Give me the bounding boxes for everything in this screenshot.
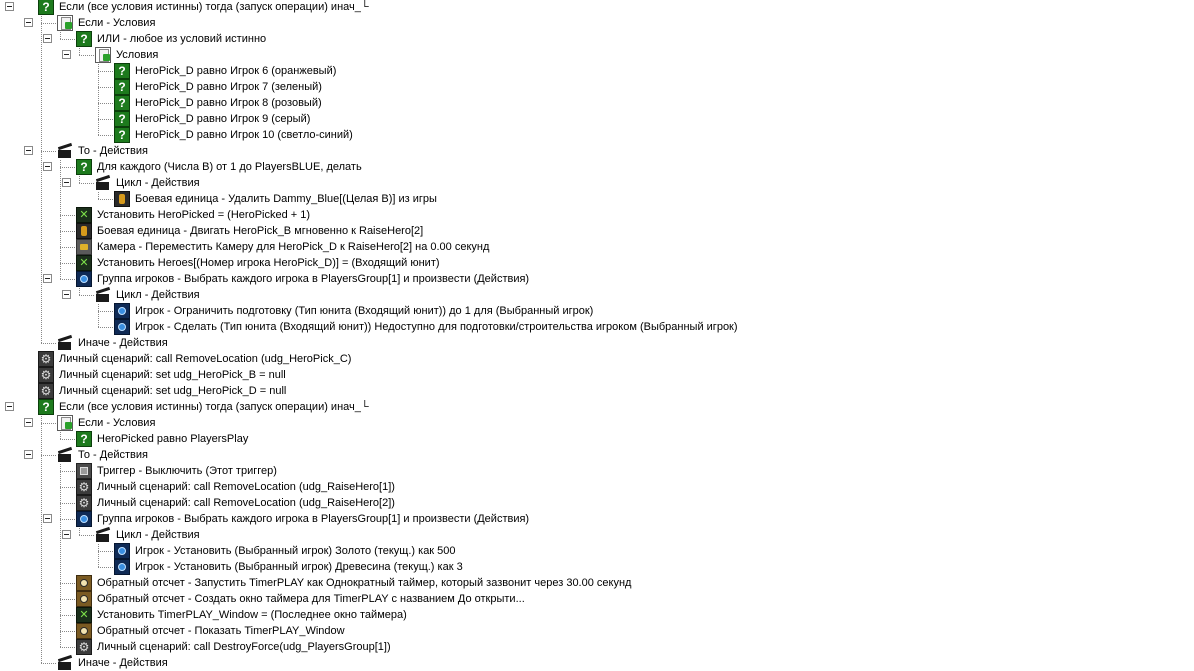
tree-row[interactable] <box>0 607 1194 623</box>
variable-icon <box>76 207 92 223</box>
script-icon <box>38 367 54 383</box>
tree-row[interactable] <box>0 431 1194 447</box>
timer-icon <box>76 575 92 591</box>
unit-icon <box>114 191 130 207</box>
tree-row[interactable] <box>0 351 1194 367</box>
tree-row[interactable] <box>0 383 1194 399</box>
tree-row[interactable] <box>0 527 1194 543</box>
tree-row[interactable] <box>0 191 1194 207</box>
tree-row-label: Группа игроков - Выбрать каждого игрока в PlayersGroup[1] и произвести (Действия) <box>97 513 530 525</box>
tree-row[interactable] <box>0 95 1194 111</box>
tree-row[interactable] <box>0 303 1194 319</box>
clapper-icon <box>57 447 73 463</box>
tree-row-label: Игрок - Ограничить подготовку (Тип юнита (Входящий юнит)) до 1 для (Выбранный игрок) <box>135 305 594 317</box>
collapse-toggle[interactable] <box>43 162 52 171</box>
tree-row-label: Иначе - Действия <box>78 337 168 349</box>
player-icon <box>114 559 130 575</box>
tree-row[interactable] <box>0 239 1194 255</box>
clapper-icon <box>95 175 111 191</box>
condition-icon <box>114 127 130 143</box>
tree-row[interactable] <box>0 15 1194 31</box>
tree-row[interactable] <box>0 319 1194 335</box>
tree-row-label: Обратный отсчет - Запустить TimerPLAY как Однократный таймер, который зазвонит через 30.00 секунд <box>97 577 632 589</box>
tree-row[interactable] <box>0 479 1194 495</box>
player-icon <box>114 303 130 319</box>
collapse-toggle[interactable] <box>43 514 52 523</box>
tree-row[interactable] <box>0 207 1194 223</box>
tree-row-label: Камера - Переместить Камеру для HeroPick_D к RaiseHero[2] на 0.00 секунд <box>97 241 490 253</box>
condition-group-icon <box>95 47 111 63</box>
condition-group-icon <box>57 15 73 31</box>
condition-icon <box>38 0 54 15</box>
tree-row[interactable] <box>0 143 1194 159</box>
tree-row-label: Если (все условия истинны) тогда (запуск операции) инач_└ <box>59 401 369 413</box>
tree-row[interactable] <box>0 335 1194 351</box>
tree-row-label: Иначе - Действия <box>78 657 168 669</box>
collapse-toggle[interactable] <box>24 450 33 459</box>
tree-row-label: HeroPicked равно PlayersPlay <box>97 433 249 445</box>
tree-row-label: Личный сценарий: set udg_HeroPick_D = null <box>59 385 287 397</box>
tree-row-label: HeroPick_D равно Игрок 7 (зеленый) <box>135 81 322 93</box>
tree-row-label: HeroPick_D равно Игрок 10 (светло-синий) <box>135 129 353 141</box>
script-icon <box>76 479 92 495</box>
script-icon <box>38 351 54 367</box>
tree-row[interactable] <box>0 623 1194 639</box>
tree-row[interactable] <box>0 159 1194 175</box>
unit-icon <box>76 223 92 239</box>
tree-row-label: Условия <box>116 49 159 61</box>
tree-row[interactable] <box>0 367 1194 383</box>
tree-row-label: Боевая единица - Удалить Dammy_Blue[(Целая B)] из игры <box>135 193 437 205</box>
tree-row-label: Личный сценарий: call RemoveLocation (udg_RaiseHero[2]) <box>97 497 395 509</box>
condition-icon <box>114 79 130 95</box>
collapse-toggle[interactable] <box>24 418 33 427</box>
timer-icon <box>76 623 92 639</box>
collapse-toggle[interactable] <box>62 290 71 299</box>
trigger-icon <box>76 463 92 479</box>
clapper-icon <box>57 143 73 159</box>
tree-row[interactable] <box>0 111 1194 127</box>
tree-row-label: То - Действия <box>78 145 148 157</box>
player-icon <box>76 511 92 527</box>
clapper-icon <box>95 287 111 303</box>
condition-icon <box>114 63 130 79</box>
tree-row-label: Если - Условия <box>78 417 156 429</box>
tree-row-label: Игрок - Установить (Выбранный игрок) Золото (текущ.) как 500 <box>135 545 456 557</box>
tree-row-label: Для каждого (Числа B) от 1 до PlayersBLUE, делать <box>97 161 362 173</box>
tree-row[interactable] <box>0 415 1194 431</box>
tree-row[interactable] <box>0 543 1194 559</box>
clapper-icon <box>57 335 73 351</box>
tree-row-label: Личный сценарий: call RemoveLocation (udg_RaiseHero[1]) <box>97 481 395 493</box>
collapse-toggle[interactable] <box>43 34 52 43</box>
tree-row-label: Триггер - Выключить (Этот триггер) <box>97 465 277 477</box>
tree-row[interactable] <box>0 655 1194 671</box>
tree-row[interactable] <box>0 399 1194 415</box>
collapse-toggle[interactable] <box>5 402 14 411</box>
tree-row[interactable] <box>0 559 1194 575</box>
tree-row-label: Если (все условия истинны) тогда (запуск операции) инач_└ <box>59 1 369 13</box>
collapse-toggle[interactable] <box>24 18 33 27</box>
tree-row-label: Игрок - Установить (Выбранный игрок) Древесина (текущ.) как 3 <box>135 561 463 573</box>
tree-row-label: Установить HeroPicked = (HeroPicked + 1) <box>97 209 311 221</box>
tree-row[interactable] <box>0 47 1194 63</box>
tree-row-label: Цикл - Действия <box>116 529 200 541</box>
tree-row[interactable] <box>0 639 1194 655</box>
tree-row-label: Обратный отсчет - Показать TimerPLAY_Window <box>97 625 345 637</box>
script-icon <box>38 383 54 399</box>
condition-icon <box>114 111 130 127</box>
tree-row-label: Личный сценарий: call RemoveLocation (udg_HeroPick_C) <box>59 353 352 365</box>
timer-icon <box>76 591 92 607</box>
collapse-toggle[interactable] <box>62 530 71 539</box>
player-icon <box>114 543 130 559</box>
tree-row-label: HeroPick_D равно Игрок 9 (серый) <box>135 113 311 125</box>
tree-row[interactable] <box>0 223 1194 239</box>
script-icon <box>76 495 92 511</box>
condition-icon <box>114 95 130 111</box>
tree-row-label: Обратный отсчет - Создать окно таймера для TimerPLAY с названием До открыти... <box>97 593 525 605</box>
tree-row[interactable] <box>0 0 1194 15</box>
tree-row-label: Личный сценарий: set udg_HeroPick_B = null <box>59 369 286 381</box>
camera-icon <box>76 239 92 255</box>
player-icon <box>114 319 130 335</box>
clapper-icon <box>95 527 111 543</box>
tree-row[interactable] <box>0 31 1194 47</box>
tree-row-label: Если - Условия <box>78 17 156 29</box>
tree-row-label: Цикл - Действия <box>116 177 200 189</box>
tree-row[interactable] <box>0 495 1194 511</box>
tree-row[interactable] <box>0 511 1194 527</box>
tree-row[interactable] <box>0 591 1194 607</box>
condition-group-icon <box>57 415 73 431</box>
tree-row-label: Боевая единица - Двигать HeroPick_B мгновенно к RaiseHero[2] <box>97 225 424 237</box>
script-icon <box>76 639 92 655</box>
tree-row[interactable] <box>0 175 1194 191</box>
tree-row-label: Цикл - Действия <box>116 289 200 301</box>
condition-icon <box>76 31 92 47</box>
tree-row[interactable] <box>0 63 1194 79</box>
tree-row[interactable] <box>0 575 1194 591</box>
tree-row[interactable] <box>0 287 1194 303</box>
tree-row[interactable] <box>0 79 1194 95</box>
condition-icon <box>76 159 92 175</box>
condition-icon <box>38 399 54 415</box>
tree-row-label: Установить TimerPLAY_Window = (Последнее окно таймера) <box>97 609 407 621</box>
clapper-icon <box>57 655 73 671</box>
tree-row-label: ИЛИ - любое из условий истинно <box>97 33 267 45</box>
variable-icon <box>76 607 92 623</box>
variable-icon <box>76 255 92 271</box>
player-icon <box>76 271 92 287</box>
tree-row[interactable] <box>0 463 1194 479</box>
tree-row-label: Установить Heroes[(Номер игрока HeroPick_D)] = (Входящий юнит) <box>97 257 440 269</box>
condition-icon <box>76 431 92 447</box>
tree-row-label: HeroPick_D равно Игрок 6 (оранжевый) <box>135 65 337 77</box>
collapse-toggle[interactable] <box>24 146 33 155</box>
tree-row[interactable] <box>0 271 1194 287</box>
collapse-toggle[interactable] <box>5 2 14 11</box>
collapse-toggle[interactable] <box>62 178 71 187</box>
tree-row-label: Группа игроков - Выбрать каждого игрока в PlayersGroup[1] и произвести (Действия) <box>97 273 530 285</box>
tree-row-label: HeroPick_D равно Игрок 8 (розовый) <box>135 97 322 109</box>
tree-row[interactable] <box>0 127 1194 143</box>
tree-row[interactable] <box>0 447 1194 463</box>
collapse-toggle[interactable] <box>62 50 71 59</box>
tree-row-label: Игрок - Сделать (Тип юнита (Входящий юнит)) Недоступно для подготовки/строительства игроком (Выбранный игрок) <box>135 321 738 333</box>
collapse-toggle[interactable] <box>43 274 52 283</box>
tree-row-label: Личный сценарий: call DestroyForce(udg_PlayersGroup[1]) <box>97 641 391 653</box>
tree-row-label: То - Действия <box>78 449 148 461</box>
tree-row[interactable] <box>0 255 1194 271</box>
